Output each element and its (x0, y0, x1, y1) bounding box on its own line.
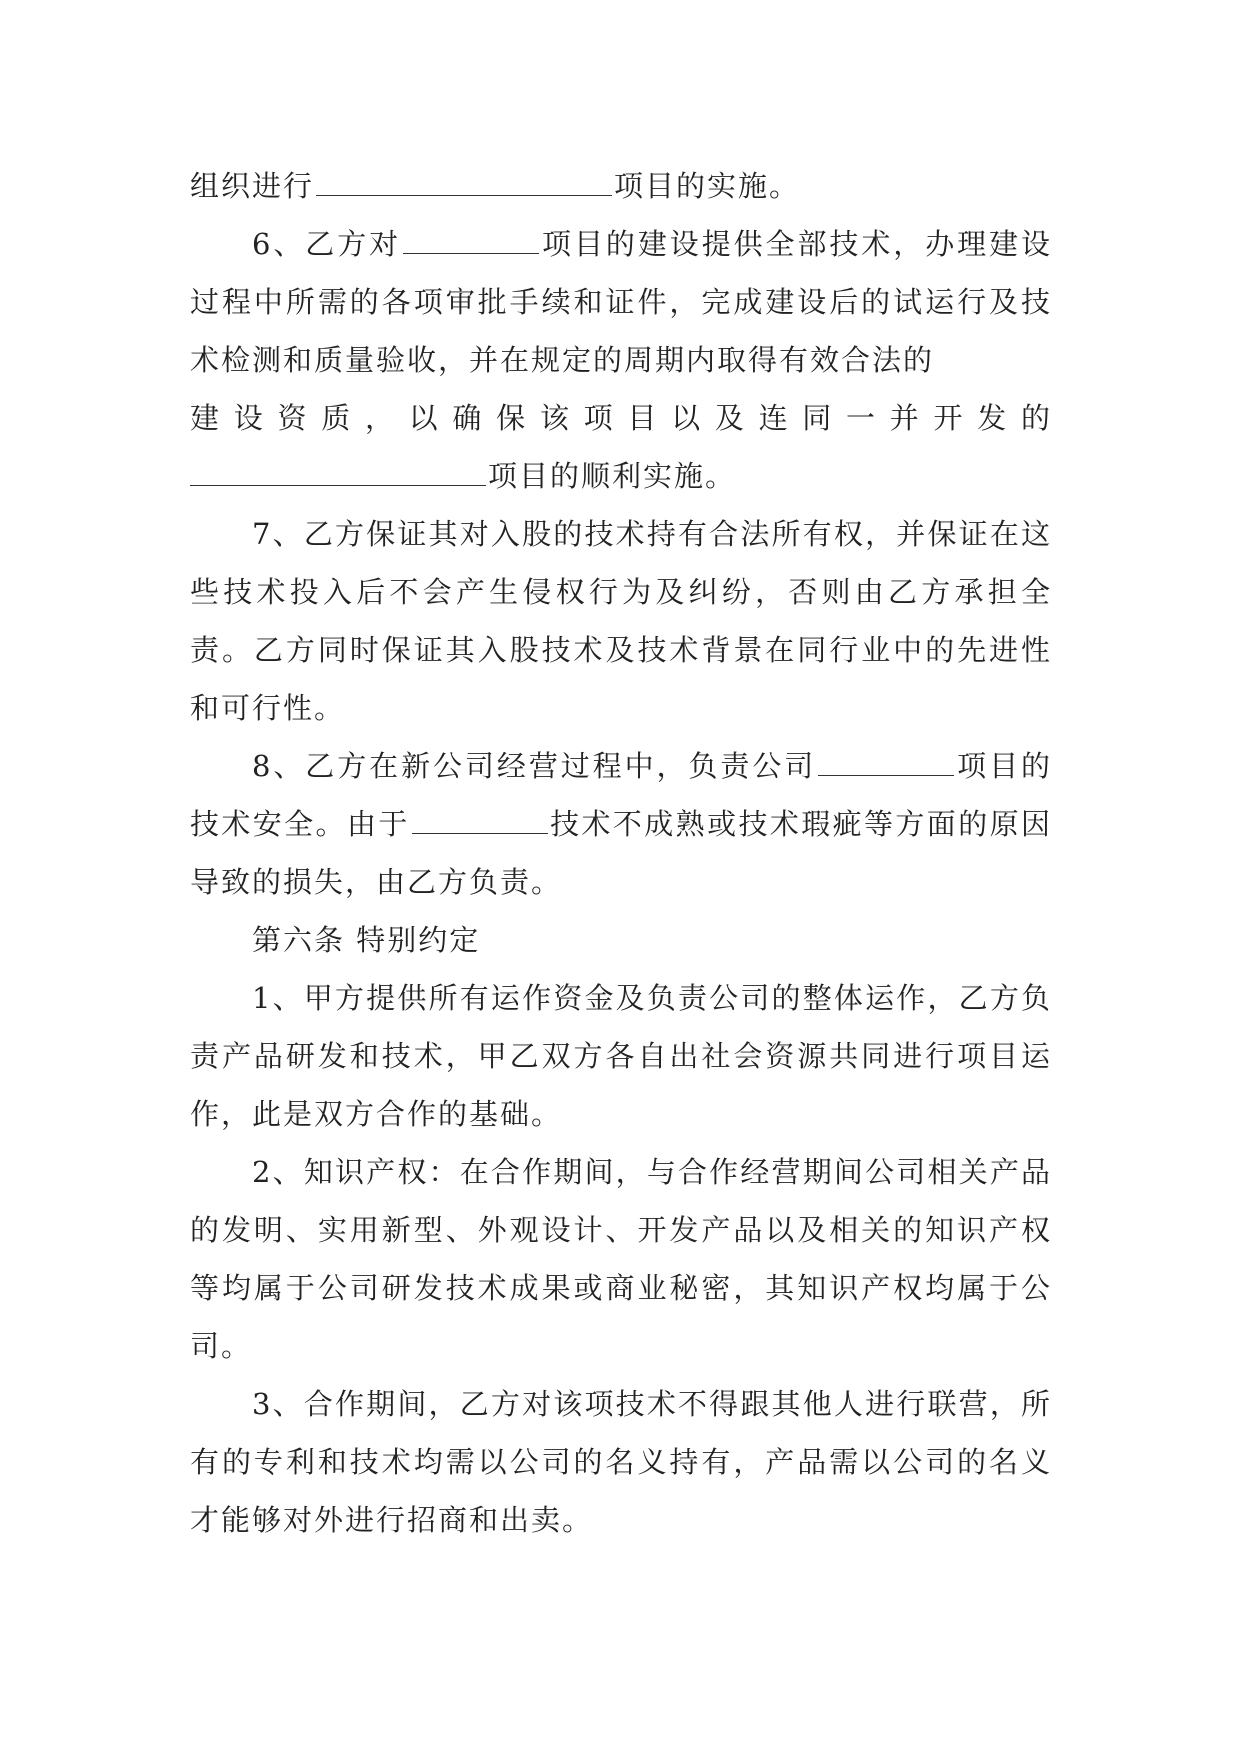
paragraph-text: 项目的实施。 (614, 169, 801, 203)
paragraph-item-7 (190, 505, 1052, 737)
paragraph-item-8 (190, 737, 1052, 911)
fill-in-blank (403, 229, 539, 254)
fill-in-blank (412, 809, 548, 834)
article-heading (190, 911, 1052, 969)
paragraph-text: 2、知识产权：在合作期间，与合作经营期间公司相关产品的发明、实用新型、外观设计、开发产品以及相关的知识产权等均属于公司研发技术成果或商业秘密，其知识产权均属于公司。 (190, 1155, 1052, 1363)
paragraph-text: 3、合作期间，乙方对该项技术不得跟其他人进行联营，所有的专利和技术均需以公司的名义持有，产品需以公司的名义才能够对外进行招商和出卖。 (190, 1387, 1052, 1537)
paragraph-text: 8、乙方在新公司经营过程中，负责公司 (252, 749, 817, 783)
paragraph-item-6-spread-line (190, 389, 1052, 447)
paragraph-item-6-last-line (190, 447, 1052, 505)
paragraph-text: 组织进行 (190, 169, 315, 203)
paragraph-text: 建设资质，以确保该项目以及连同一并开发的 (190, 401, 1052, 435)
paragraph-text: 项目的顺利实施。 (488, 459, 737, 493)
paragraph-continuation (190, 157, 1052, 215)
paragraph-clause-1 (190, 969, 1052, 1143)
paragraph-clause-2 (190, 1143, 1052, 1375)
fill-in-blank (818, 751, 954, 776)
paragraph-text: 项目的建设提供全部技术，办理建设过程中所需的各项审批手续和证件，完成建设后的试运行及技术检测和质量验收，并在规定的周期内取得有效合法的 (190, 227, 1052, 377)
fill-in-blank (316, 171, 612, 196)
paragraph-text: 1、甲方提供所有运作资金及负责公司的整体运作，乙方负责产品研发和技术，甲乙双方各自出社会资源共同进行项目运作，此是双方合作的基础。 (190, 981, 1052, 1131)
paragraph-item-6 (190, 215, 1052, 389)
document-body (190, 157, 1052, 1549)
paragraph-text: 技术不成熟或技术瑕疵等方面的原因导致的损失，由乙方负责。 (190, 807, 1052, 899)
fill-in-blank (190, 461, 486, 486)
paragraph-text: 7、乙方保证其对入股的技术持有合法所有权，并保证在这些技术投入后不会产生侵权行为及纠纷，否则由乙方承担全责。乙方同时保证其入股技术及技术背景在同行业中的先进性和可行性。 (190, 517, 1052, 725)
paragraph-text: 6、乙方对 (252, 227, 402, 261)
paragraph-clause-3 (190, 1375, 1052, 1549)
paragraph-text: 项目的技术安全。由于 (190, 749, 1052, 841)
heading-text: 第六条 特别约定 (252, 923, 481, 957)
